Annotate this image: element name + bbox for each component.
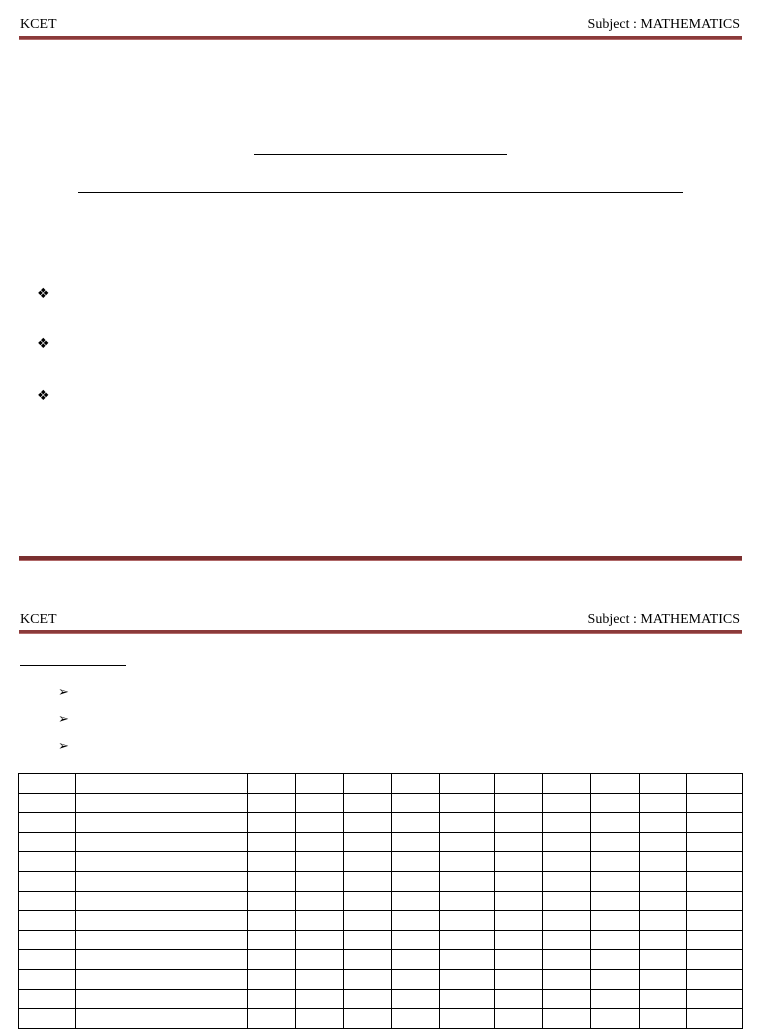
page-two (0, 595, 768, 1024)
table-cell (640, 911, 687, 931)
table-cell (344, 989, 392, 1009)
table-cell (591, 852, 640, 872)
table-cell (440, 969, 495, 989)
table-cell (248, 930, 296, 950)
table-cell (591, 930, 640, 950)
table-row (19, 930, 743, 950)
table-cell (76, 911, 248, 931)
table-cell (543, 813, 591, 833)
header-subject: Subject : MATHEMATICS (587, 17, 740, 32)
table-cell (248, 793, 296, 813)
table-cell (76, 930, 248, 950)
table-cell (440, 930, 495, 950)
table-cell (495, 989, 543, 1009)
table-cell (687, 950, 743, 970)
table-cell (344, 871, 392, 891)
table-cell (543, 852, 591, 872)
table-cell (440, 871, 495, 891)
table-cell (543, 930, 591, 950)
table-cell (543, 891, 591, 911)
table-cell (495, 852, 543, 872)
table-cell (296, 793, 344, 813)
table-cell (440, 832, 495, 852)
table-cell (248, 911, 296, 931)
table-cell (495, 969, 543, 989)
table-row (19, 852, 743, 872)
table-cell (19, 813, 76, 833)
table-cell (687, 871, 743, 891)
table-cell (591, 871, 640, 891)
table-cell (591, 832, 640, 852)
table-cell (440, 793, 495, 813)
table-cell (495, 774, 543, 794)
table-row (19, 1009, 743, 1029)
data-table (18, 773, 743, 1029)
table-cell (495, 1009, 543, 1029)
table-cell (76, 793, 248, 813)
table-cell (495, 832, 543, 852)
table-cell (591, 793, 640, 813)
table-cell (19, 989, 76, 1009)
table-cell (248, 813, 296, 833)
table-row (19, 911, 743, 931)
bullet-icon: ❖ (37, 388, 50, 404)
section-heading-underline (20, 665, 126, 666)
table-cell (440, 774, 495, 794)
table-cell (296, 871, 344, 891)
table-cell (440, 950, 495, 970)
table-cell (344, 950, 392, 970)
table-cell (543, 969, 591, 989)
table-cell (687, 891, 743, 911)
table-cell (591, 950, 640, 970)
table-cell (392, 774, 440, 794)
table-cell (440, 852, 495, 872)
table-cell (344, 832, 392, 852)
table-cell (19, 911, 76, 931)
table-cell (344, 911, 392, 931)
table-cell (687, 1009, 743, 1029)
table-cell (495, 950, 543, 970)
table-cell (19, 832, 76, 852)
table-cell (19, 1009, 76, 1029)
table-cell (640, 950, 687, 970)
table-cell (296, 852, 344, 872)
table-cell (543, 871, 591, 891)
table-cell (591, 813, 640, 833)
table-cell (687, 832, 743, 852)
table-cell (495, 911, 543, 931)
table-cell (76, 813, 248, 833)
table-cell (543, 793, 591, 813)
table-cell (392, 852, 440, 872)
table-cell (392, 832, 440, 852)
table-cell (76, 969, 248, 989)
table-cell (495, 891, 543, 911)
table-cell (76, 989, 248, 1009)
table-cell (640, 891, 687, 911)
table-cell (19, 871, 76, 891)
table-cell (495, 871, 543, 891)
table-cell (392, 813, 440, 833)
table-cell (76, 871, 248, 891)
table-cell (248, 950, 296, 970)
table-row (19, 969, 743, 989)
table-cell (440, 891, 495, 911)
table-cell (495, 793, 543, 813)
table-cell (248, 891, 296, 911)
table-cell (76, 832, 248, 852)
table-cell (248, 1009, 296, 1029)
table-cell (344, 891, 392, 911)
table-cell (344, 774, 392, 794)
table-cell (392, 891, 440, 911)
table-cell (19, 950, 76, 970)
table-cell (344, 852, 392, 872)
header-exam-name: KCET (20, 612, 57, 627)
table-cell (248, 871, 296, 891)
header-rule (19, 630, 742, 634)
header-rule (19, 36, 742, 40)
header-subject: Subject : MATHEMATICS (587, 612, 740, 627)
table-cell (440, 911, 495, 931)
bullet-icon: ❖ (37, 286, 50, 302)
table-cell (495, 813, 543, 833)
subtitle-underline (78, 192, 683, 193)
table-cell (687, 793, 743, 813)
arrow-bullet-icon: ➢ (58, 739, 69, 754)
table-cell (591, 969, 640, 989)
table-cell (344, 969, 392, 989)
table-row (19, 832, 743, 852)
table-cell (640, 832, 687, 852)
table-cell (591, 891, 640, 911)
table-cell (687, 911, 743, 931)
table-cell (296, 950, 344, 970)
table-cell (296, 813, 344, 833)
table-cell (687, 813, 743, 833)
table-cell (440, 1009, 495, 1029)
table-cell (392, 1009, 440, 1029)
table-row (19, 774, 743, 794)
table-cell (392, 930, 440, 950)
table-cell (640, 930, 687, 950)
table-cell (248, 832, 296, 852)
table-cell (440, 813, 495, 833)
table-row (19, 871, 743, 891)
table-cell (440, 989, 495, 1009)
table-row (19, 793, 743, 813)
table-cell (19, 852, 76, 872)
table-cell (76, 950, 248, 970)
table-cell (392, 969, 440, 989)
table-cell (76, 1009, 248, 1029)
table-cell (392, 871, 440, 891)
table-cell (76, 891, 248, 911)
table-cell (591, 911, 640, 931)
table-cell (640, 813, 687, 833)
table-cell (640, 989, 687, 1009)
table-cell (344, 813, 392, 833)
table-cell (19, 969, 76, 989)
table-cell (248, 852, 296, 872)
table-cell (543, 989, 591, 1009)
table-cell (687, 989, 743, 1009)
table-row (19, 950, 743, 970)
table-cell (640, 1009, 687, 1029)
table-cell (687, 852, 743, 872)
table-cell (543, 774, 591, 794)
table-cell (76, 774, 248, 794)
table-cell (76, 852, 248, 872)
table-cell (591, 989, 640, 1009)
table-cell (543, 950, 591, 970)
table-cell (296, 989, 344, 1009)
table-cell (640, 774, 687, 794)
table-cell (392, 911, 440, 931)
arrow-bullet-icon: ➢ (58, 712, 69, 727)
table-cell (591, 774, 640, 794)
table-cell (543, 911, 591, 931)
table-cell (687, 774, 743, 794)
table-cell (687, 969, 743, 989)
table-row (19, 813, 743, 833)
table-cell (296, 1009, 344, 1029)
table-cell (344, 793, 392, 813)
table-cell (495, 930, 543, 950)
table-cell (19, 891, 76, 911)
table-cell (687, 930, 743, 950)
table-cell (640, 793, 687, 813)
table-row (19, 891, 743, 911)
table-cell (392, 989, 440, 1009)
table-cell (248, 989, 296, 1009)
table-cell (392, 950, 440, 970)
table-cell (392, 793, 440, 813)
table-cell (19, 774, 76, 794)
title-underline (254, 154, 507, 155)
table-cell (344, 930, 392, 950)
header-exam-name: KCET (20, 17, 57, 32)
table-cell (296, 891, 344, 911)
table-cell (591, 1009, 640, 1029)
table-cell (543, 832, 591, 852)
table-cell (640, 852, 687, 872)
table-cell (640, 871, 687, 891)
table-cell (640, 969, 687, 989)
table-cell (248, 969, 296, 989)
table-row (19, 989, 743, 1009)
table-cell (296, 969, 344, 989)
bullet-icon: ❖ (37, 336, 50, 352)
table-cell (296, 911, 344, 931)
table-cell (344, 1009, 392, 1029)
table-cell (19, 930, 76, 950)
arrow-bullet-icon: ➢ (58, 685, 69, 700)
table-cell (248, 774, 296, 794)
table-cell (296, 930, 344, 950)
table-cell (296, 774, 344, 794)
table-cell (19, 793, 76, 813)
footer-rule (19, 556, 742, 561)
table-cell (296, 832, 344, 852)
table-cell (543, 1009, 591, 1029)
